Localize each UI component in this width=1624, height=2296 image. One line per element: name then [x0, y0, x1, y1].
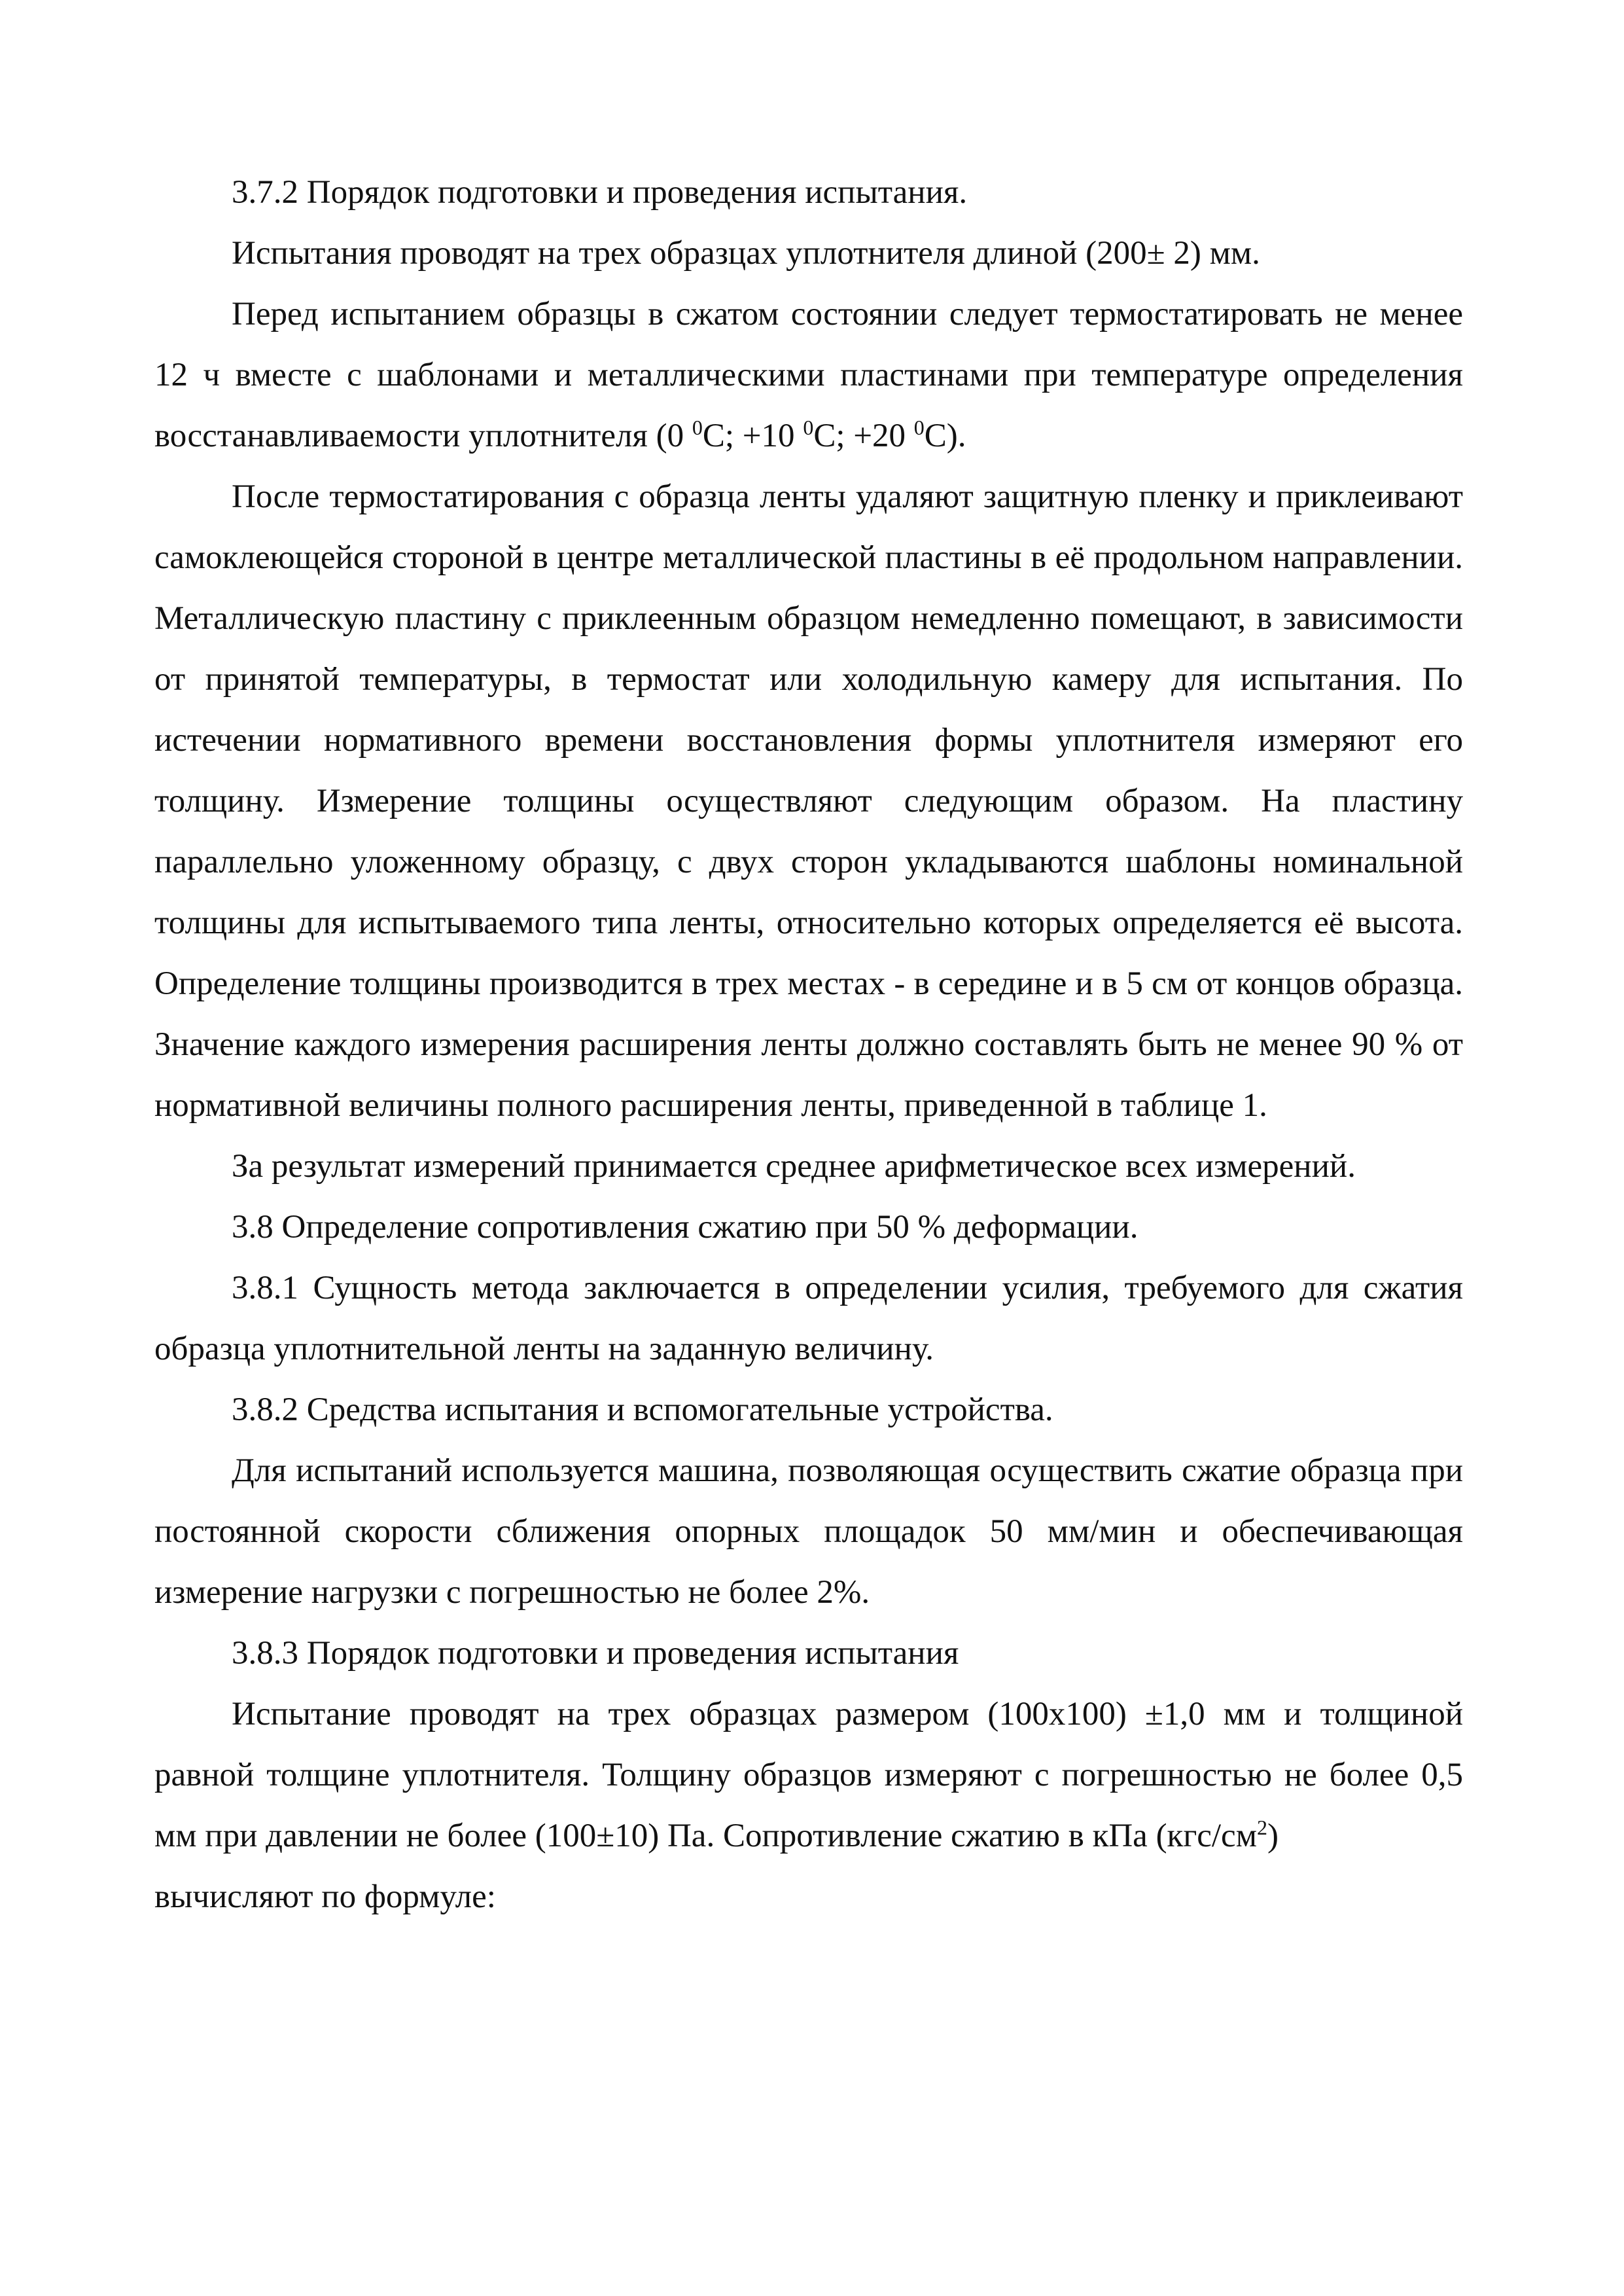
paragraph-text: С; +20 [813, 418, 914, 454]
paragraph-test-samples [154, 1684, 1463, 1867]
paragraph-sample-length: Испытания проводят на трех образцах уплотнителя длиной (200± 2) мм. [232, 235, 1260, 272]
exponent-superscript: 2 [1256, 1816, 1267, 1839]
paragraph-measurement-procedure: После термостатирования с образца ленты удаляют защитную пленку и приклеивают самоклеющейся стороной в центре металлической пластины в её продольном направлении. Металлическую пластину с приклеенным образцом немедленно помещают, в зависимости от принятой температуры, в термостат или холодильную камеру для испытания. По истечении нормативного времени восстановления формы уплотнителя измеряют его толщину. Измерение толщины осуществляют следующим образом. На пластину параллельно уложенному образцу, с двух сторон укладываются шаблоны номинальной толщины для испытываемого типа ленты, относительно которых определяется её высота. Определение толщины производится в трех местах - в середине и в 5 см от концов образца. Значение каждого измерения расширения ленты должно составлять быть не менее 90 % от нормативной величины полного расширения ленты, приведенной в таблице 1. [154, 478, 1463, 1124]
paragraph-result: За результат измерений принимается среднее арифметическое всех измерений. [232, 1148, 1356, 1185]
paragraph-text: Испытание проводят на трех образцах размером (100х100) ±1,0 мм и толщиной равной толщине уплотнителя. Толщину образцов измеряют с погрешностью не более 0,5 мм при давлении не более (100±10) Па. Сопротивление сжатию в кПа (кгс/см [154, 1696, 1463, 1854]
paragraph-text: С). [924, 418, 966, 454]
degree-superscript: 0 [692, 416, 703, 439]
paragraph-formula-intro: вычисляют по формуле: [154, 1878, 496, 1915]
paragraph-text: С; +10 [702, 418, 803, 454]
section-heading-3-8-3: 3.8.3 Порядок подготовки и проведения испытания [232, 1635, 959, 1672]
paragraph-thermostating [154, 284, 1463, 467]
section-heading-3-8-2: 3.8.2 Средства испытания и вспомогательные устройства. [232, 1391, 1053, 1428]
paragraph-text: ) [1267, 1818, 1279, 1854]
section-heading-3-7-2: 3.7.2 Порядок подготовки и проведения испытания. [232, 174, 968, 211]
paragraph-test-machine: Для испытаний используется машина, позволяющая осуществить сжатие образца при постоянной скорости сближения опорных площадок 50 мм/мин и обеспечивающая измерение нагрузки с погрешностью не более 2%. [154, 1452, 1463, 1611]
degree-superscript: 0 [913, 416, 925, 439]
paragraph-method-essence: 3.8.1 Сущность метода заключается в определении усилия, требуемого для сжатия образца уплотнительной ленты на заданную величину. [154, 1270, 1463, 1367]
paragraph-text: Перед испытанием образцы в сжатом состоянии следует термостатировать не менее 12 ч вместе с шаблонами и металлическими пластинами при температуре определения восстанавливаемости уплотнителя (0 [154, 296, 1463, 454]
section-heading-3-8: 3.8 Определение сопротивления сжатию при 50 % деформации. [232, 1209, 1139, 1246]
degree-superscript: 0 [803, 416, 814, 439]
body-text [154, 162, 1463, 1928]
